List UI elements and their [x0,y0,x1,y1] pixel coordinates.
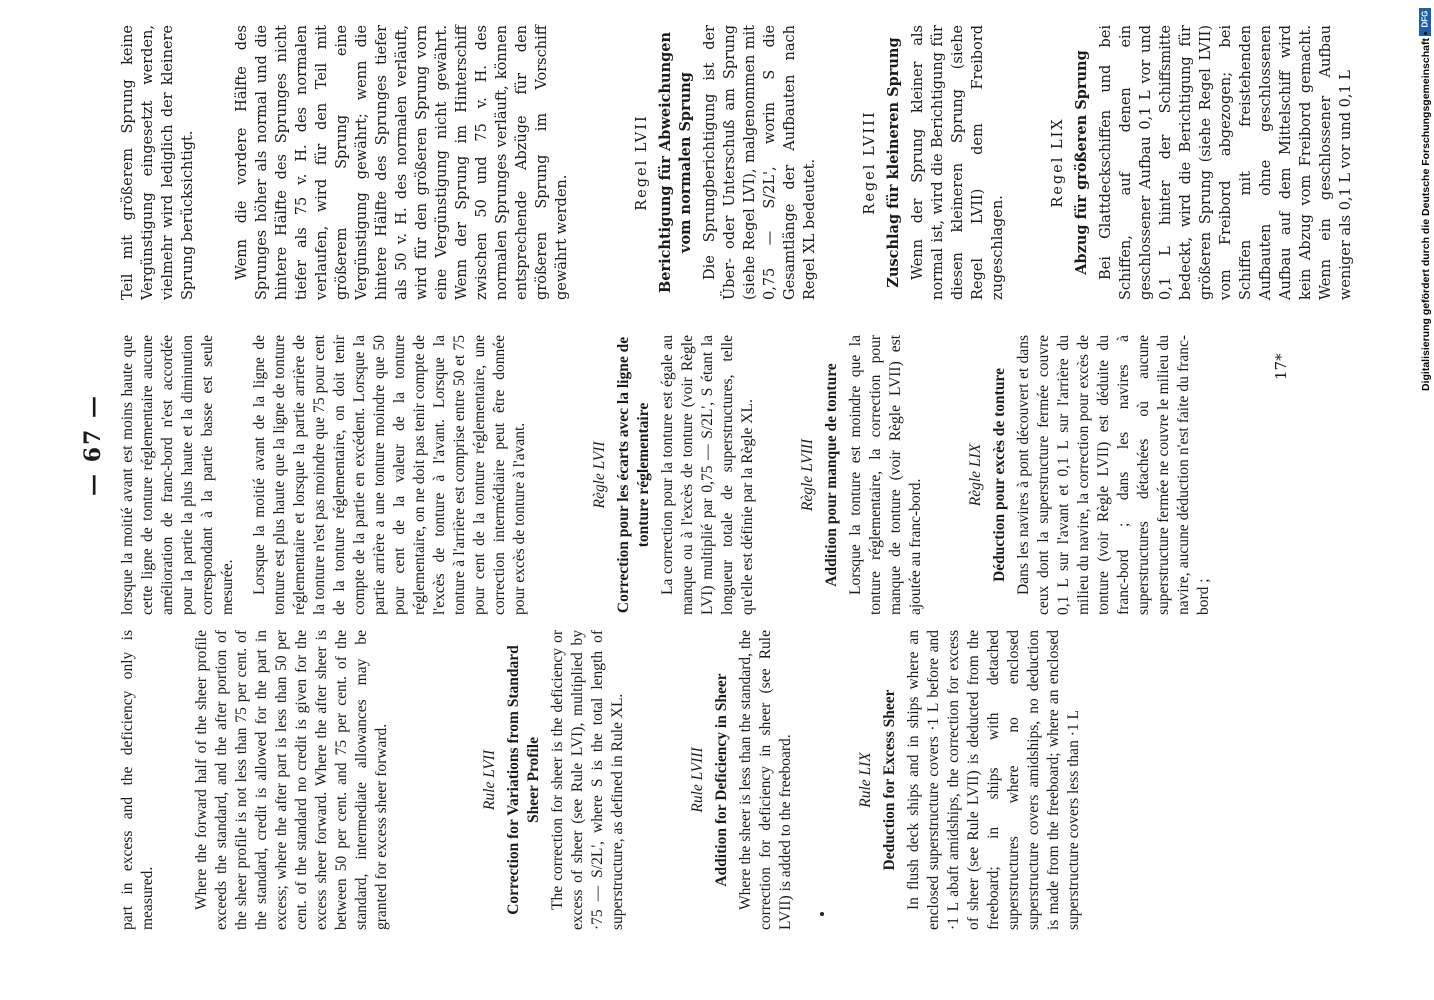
german-rule-58-text: Wenn der Sprung kleiner als normal ist, wird die Berichtigung für diesen kleineren Sprung (siehe Regel LVII) dem Freibord zugeschlagen. [910,25,1006,300]
french-continuation: lorsque la moitié avant est moins haute que cette ligne de tonture réglementaire aucune amélioration de franc-bord n'est accordée pour la partie la plus haute et la diminution correspondant à la partie basse est seule mesurée. [119,335,236,615]
french-rule-59-text: Dans les navires à pont découvert et dans ceux dont la superstructure fermée couvre 0,1 L sur l'avant et 0,1 L sur l'arrière du milieu du navire, la correction pour excès de tonture (voir Règle LVII) est déduite du franc-bord ; dans les navires à superstructures détachées où aucune superstructure fermée ne couvre le milieu du navire, aucune déduction n'est faite du franc-bord ; [1015,335,1212,615]
french-rule-57-text: La correction pour la tonture est égale au manque ou à l'excès de tonture (voir Règle LVI) multiplié par 0,75 — S/2L', S étant la longueur totale de superstructures, telle qu'elle est définie par la Règle XL. [659,335,756,615]
french-column [118,335,1226,615]
french-rule-57-heading: Correction pour les écarts avec la ligne de tonture réglementaire [615,336,652,614]
german-rule-57-heading: Berichtigung für Abweichungen vom normalen Sprung [657,31,694,294]
french-rule-58-text: Lorsque la tonture est moindre que la tonture réglementaire, la correction pour manque de tonture (voir Règle LVII) est ajoutée au franc-bord. [847,335,924,615]
english-rule-57-text: The correction for sheer is the deficiency or excess of sheer (see Rule LVI), multiplied by ·75 — S/2L', where S is the total length of superstructure, as defined in Rule XL. [549,630,626,930]
english-rule-59-label: Rule LIX [857,752,874,808]
german-rule-58-heading: Zuschlag für kleineren Sprung [885,37,902,288]
french-rule-59-heading: Déduction pour excès de tonture [991,368,1008,582]
german-column [118,25,1368,300]
german-rule-58-label: Regel LVIII [862,110,878,215]
french-rule-58-heading: Addition pour manque de tonture [823,363,840,587]
digitization-notice [1418,6,1432,994]
english-rule-59-heading: Deduction for Excess Sheer [881,689,898,871]
ink-dot [820,912,824,916]
german-rule-57-label: Regel LVII [634,114,650,211]
signature-mark: 17* [1272,353,1290,380]
english-rule-57-heading: Correction for Variations from Standard Sheer Profile [505,645,542,915]
english-paragraph-sheer: Where the forward half of the sheer profile exceeds the standard, and the after portion of the sheer profile is not less than 75 per cent. of the standard, credit is allowed for the part in excess; where the after part is less than 50 per cent. of the standard no credit is given for the excess sheer forward. Where the after sheer is between 50 per cent. and 75 per cent. of the standard, intermediate allowances may be granted for excess sheer forward. [193,630,390,930]
french-rule-57-label: Règle LVII [591,441,608,509]
german-rule-59-heading: Abzug für größeren Sprung [1073,50,1090,275]
dfg-logo-text: DFG [1420,10,1430,28]
english-rule-58-label: Rule LVIII [689,747,706,813]
english-column [118,630,1096,930]
english-continuation: part in excess and the deficiency only is measured. [119,630,156,930]
german-rule-57-text: Die Sprungberichtigung ist der Über- oder Unterschuß am Sprung (siehe Regel LVI), malgenommen mit 0,75 — S/2L', worin S die Gesamtlänge der Aufbauten nach Regel XL bedeutet. [702,25,818,300]
french-rule-59-label: Règle LIX [967,443,984,507]
french-paragraph-tonture: Lorsque la moitié avant de la ligne de tonture est plus haute que la ligne de tonture réglementaire et lorsque la partie arrière de la tonture n'est pas moindre que 75 pour cent de la tonture réglementaire, on doit tenir compte de la partie en excédent. Lorsque la partie arrière a une tonture moindre que 50 pour cent de la valeur de la tonture réglementaire, on ne doit pas tenir compte de l'excès de tonture à l'avant. Lorsque la tonture à l'arrière est comprise entre 50 et 75 pour cent de la tonture réglementaire, une correction intermédiaire peut être donnée pour excès de tonture à l'avant. [251,335,528,615]
german-paragraph-sprung: Wenn die vordere Hälfte des Sprunges höher als normal und die hintere Hälfte des Sprunges nicht tiefer als 75 v. H. des normalen verlaufen, wird für den Teil mit größerem Sprung eine Vergünstigung gewährt; wenn die hintere Hälfte des Sprunges tiefer als 50 v. H. des normalen verläuft, wird für den größeren Sprung vorn eine Vergünstigung nicht gewährt. Wenn der Sprung im Hinterschiff zwischen 50 und 75 v. H. des normalen Sprunges verläuft, können entsprechende Abzüge für den größeren Sprung im Vorschiff gewährt werden. [234,25,570,300]
german-rule-59-label: Regel LIX [1050,117,1066,208]
german-rule-59-text: Bei Glattdeckschiffen und bei Schiffen, auf denen ein geschlossener Aufbau 0,1 L vor und 0,1 L hinter der Schiffsmitte bedeckt, wird die Berichtigung für größeren Sprung (siehe Regel LVII) vom Freibord abgezogen; bei Schiffen mit freistehenden Aufbauten ohne geschlossenen Aufbau auf dem Mittelschiff wird kein Abzug vom Freibord gemacht. Wenn ein geschlossener Aufbau weniger als 0,1 L vor und 0,1 L [1098,25,1354,300]
german-continuation: Teil mit größerem Sprung keine Vergünstigung eingesetzt werden, vielmehr wird lediglich der kleinere Sprung berücksichtigt. [120,25,196,300]
english-rule-58-text: Where the sheer is less than the standard, the correction for deficiency in sheer (see Rule LVII) is added to the freeboard. [737,630,794,930]
english-rule-58-heading: Addition for Deficiency in Sheer [713,673,730,887]
french-rule-58-label: Règle LVIII [799,438,816,512]
english-rule-57-label: Rule LVII [481,749,498,811]
english-rule-59-text: In flush deck ships and in ships where an enclosed superstructure covers ·1 L before and ·1 L abaft amidships, the correction for excess of sheer (see Rule LVII) is deducted from the freeboard; in ships with detached superstructures where no enclosed superstructure covers amidships, no deduction is made from the freeboard; where an enclosed superstructure covers less than ·1 L [905,630,1082,930]
page-number: — 67 — [80,394,106,496]
digitization-notice-text: Digitalisierung gefördert durch die Deutsche Forschungsgemeinschaft • [1420,31,1432,391]
